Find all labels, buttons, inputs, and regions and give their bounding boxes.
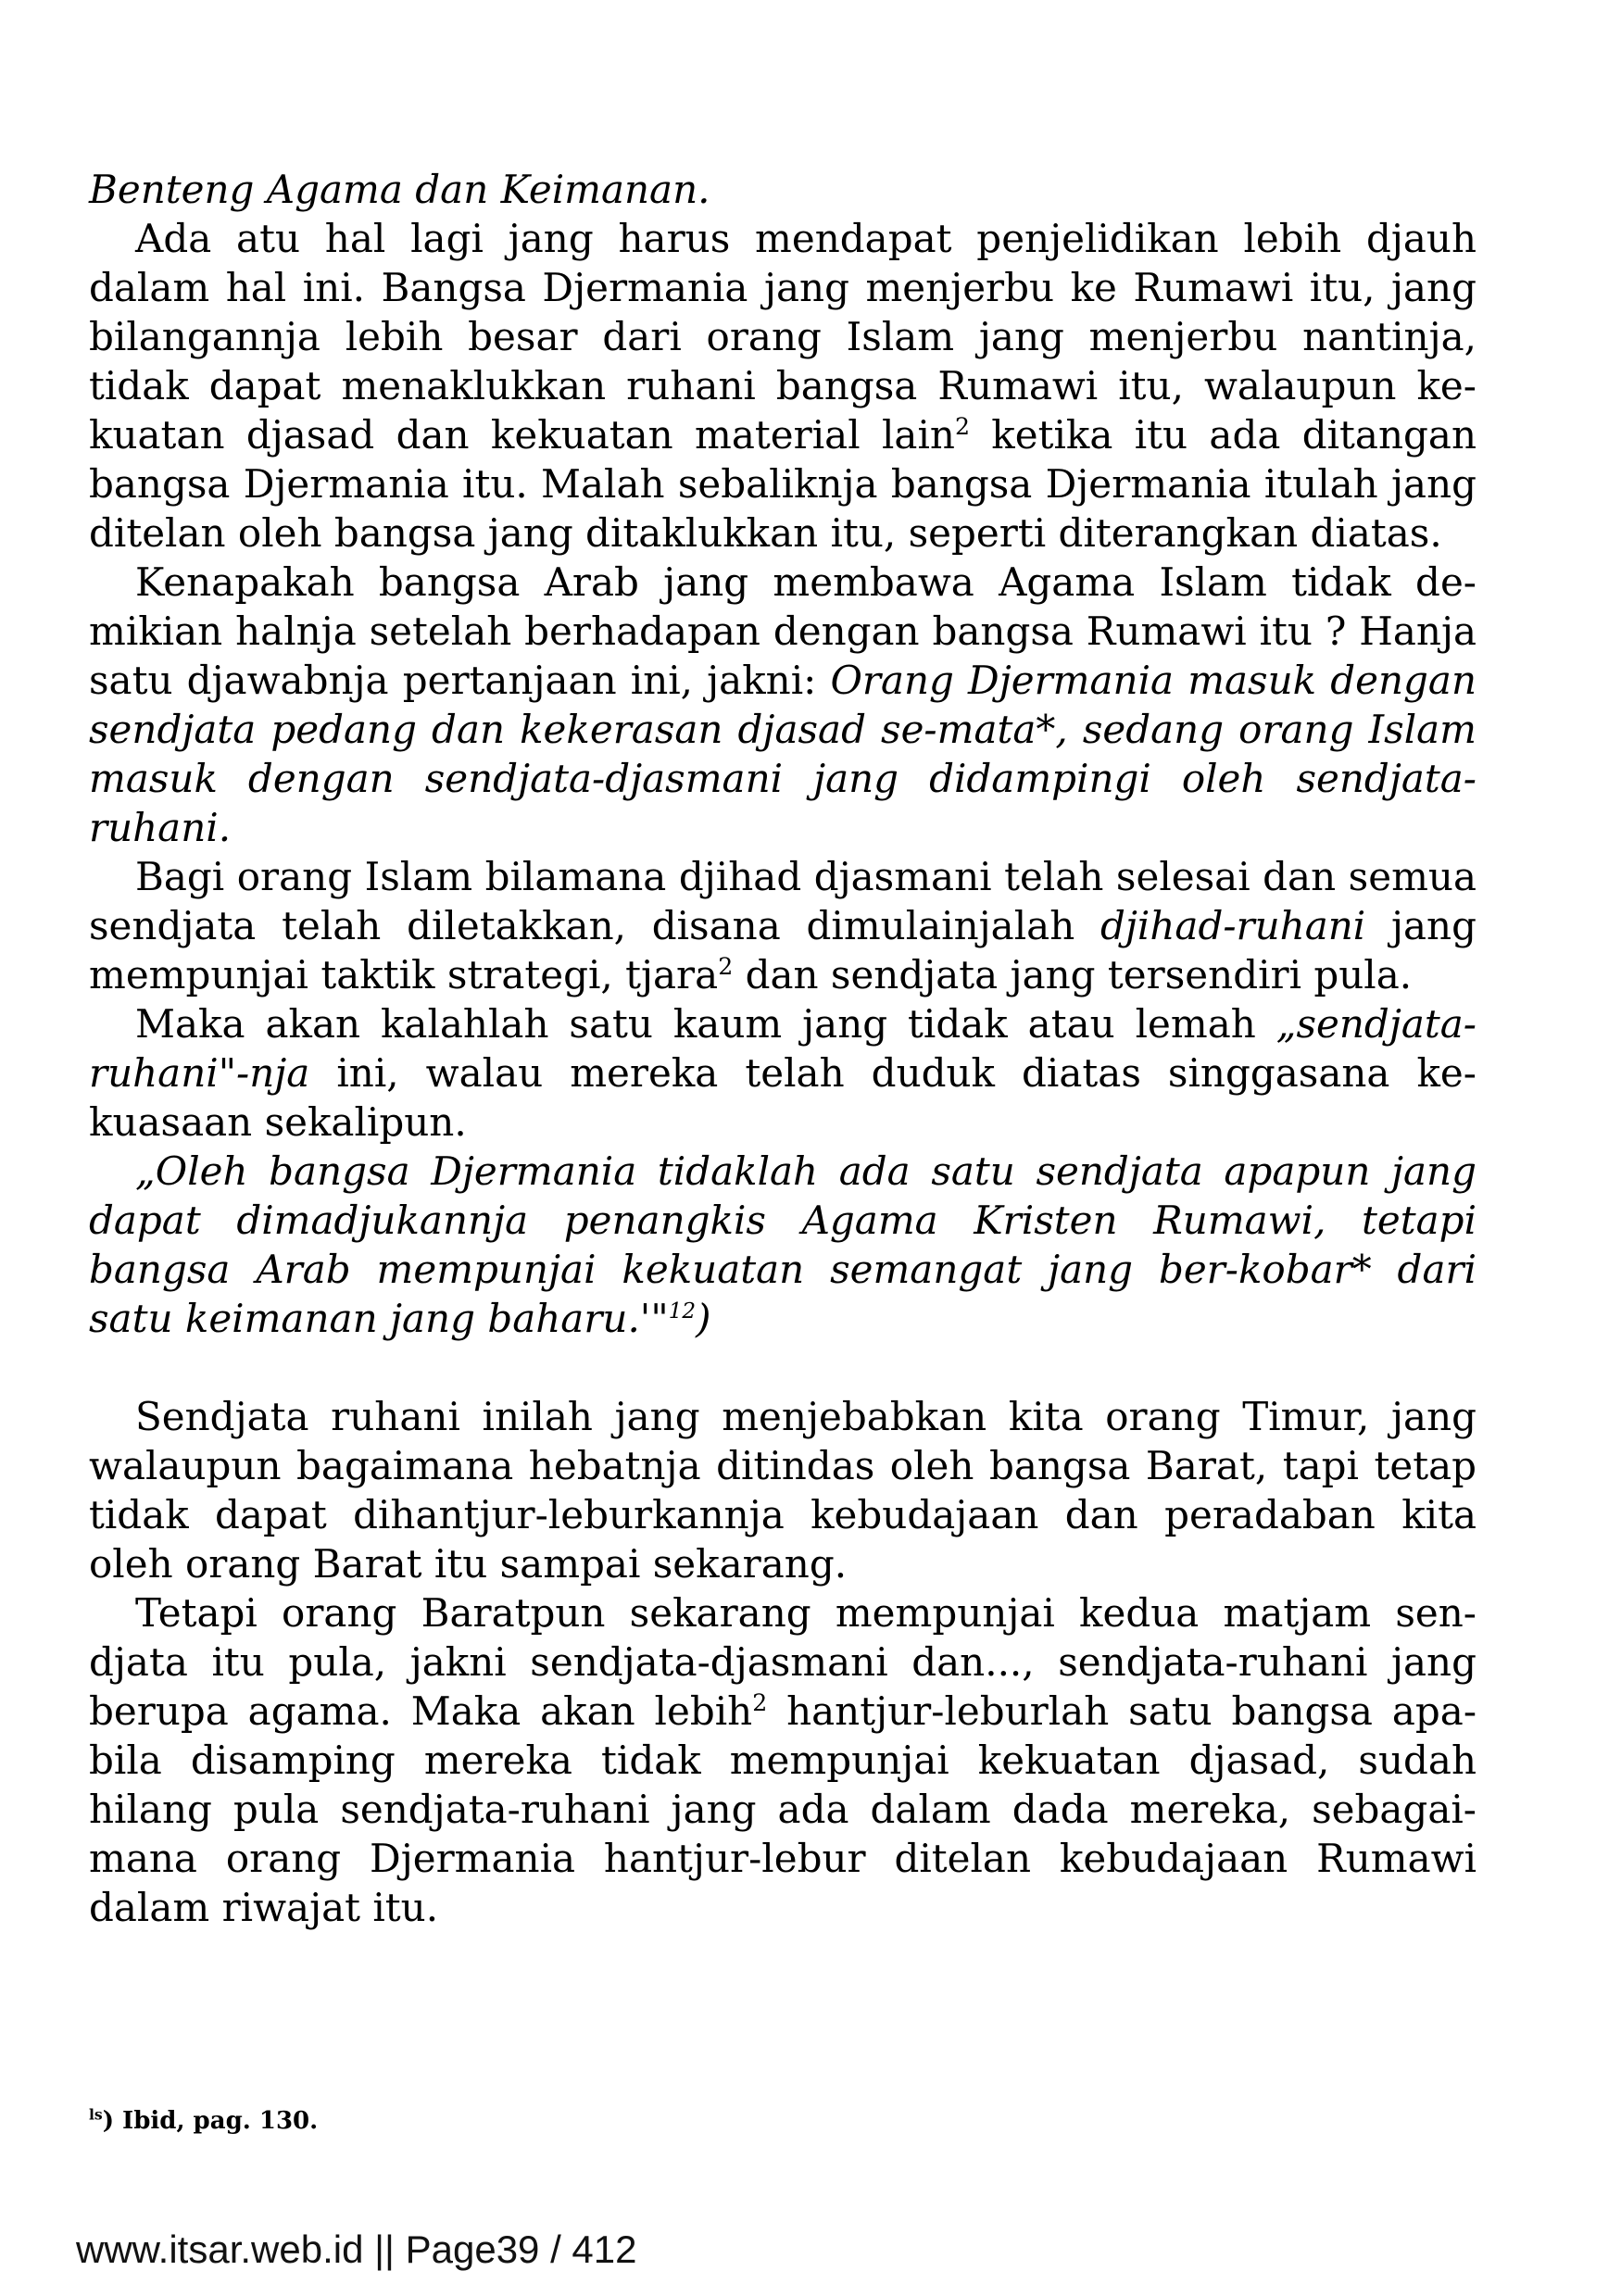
paragraph-6-text-end: hantjur-leburlah satu bangsa apabila disamping mereka tidak mempunjai kekuatan djasad, sudah hilang pula sendjata-ruhani jang ada dalam dada mereka, sebagaimana orang Djermania hantjur-lebur ditelan kebudajaan Rumawi dalam riwajat itu. <box>89 1688 1477 1930</box>
paragraph-1-sup: 2 <box>954 413 970 440</box>
paragraph-1-text: Ada atu hal lagi jang harus mendapat penjelidikan lebih djauh dalam hal ini. Bangsa Djermania jang menjerbu ke Rumawi itu, jang bilangannja lebih besar dari orang Islam jang menjerbu nantinja, tidak dapat menaklukkan ruhani bangsa Rumawi itu, walaupun kekuatan djasad dan kekuatan material lain <box>89 216 1476 458</box>
paragraph-3-text-end: dan sendjata jang tersendiri pula. <box>733 952 1413 997</box>
paragraph-4 <box>89 999 1476 1147</box>
paragraph-6 <box>89 1588 1476 1932</box>
paragraph-1-text-end: ketika itu ada ditangan bangsa Djermania itu. Malah sebaliknja bangsa Djermania itulah jang ditelan oleh bangsa jang ditaklukkan itu, seperti diterangkan diatas. <box>89 412 1476 556</box>
paragraph-4-italic: „sendjata-ruhani"-nja <box>89 1001 1476 1096</box>
paragraph-2-text: Kenapakah bangsa Arab jang membawa Agama Islam tidak demikian halnja setelah berhadapan dengan bangsa Rumawi itu ? Hanja satu djawabnja pertanjaan ini, jakni: <box>89 559 1476 703</box>
paragraph-6-sup: 2 <box>752 1689 768 1716</box>
paragraph-4-text: Maka akan kalahlah satu kaum jang tidak atau lemah <box>135 1001 1276 1047</box>
paragraph-1 <box>89 214 1476 558</box>
page-body <box>89 165 1476 1932</box>
block-quote-close: ) <box>696 1296 711 1341</box>
footnote <box>89 2107 318 2135</box>
section-heading: Benteng Agama dan Keimanan. <box>89 167 710 212</box>
paragraph-4-text-end: ini, walau mereka telah duduk diatas singgasana kekuasaan sekalipun. <box>89 1050 1476 1145</box>
footnote-text: ) Ibid, pag. 130. <box>102 2107 319 2135</box>
paragraph-3-text-mid: jang mempunjai taktik strategi, tjara <box>89 903 1476 997</box>
paragraph-6-text: Tetapi orang Baratpun sekarang mempunjai kedua matjam sendjata itu pula, jakni sendjata-djasmani dan..., sendjata-ruhani jang berupa agama. Maka akan lebih <box>89 1590 1476 1734</box>
paragraph-2-italic: Orang Djermania masuk dengan sendjata pedang dan kekerasan djasad se-mata*, sedang orang Islam masuk dengan sendjata-djasmani jang didampingi oleh sendjata-ruhani. <box>89 658 1476 850</box>
paragraph-5: Sendjata ruhani inilah jang menjebabkan kita orang Timur, jang walaupun bagaimana hebatnja ditindas oleh bangsa Barat, tapi tetap tidak dapat dihantjur-leburkannja kebudajaan dan peradaban kita oleh orang Barat itu sampai sekarang. <box>89 1394 1476 1587</box>
paragraph-2 <box>89 558 1476 852</box>
block-quote-text: „Oleh bangsa Djermania tidaklah ada satu sendjata apapun jang dapat dimadjukannja penangkis Agama Kristen Rumawi, tetapi bangsa Arab mempunjai kekuatan semangat jang ber-kobar* dari satu keimanan jang baharu.'" <box>89 1148 1476 1341</box>
footnote-mark: ls <box>89 2105 103 2124</box>
paragraph-3-sup: 2 <box>718 953 734 980</box>
block-quote <box>89 1147 1476 1343</box>
paragraph-3-text: Bagi orang Islam bilamana djihad djasmani telah selesai dan semua sendjata telah diletakkan, disana dimulainjalah <box>89 854 1476 948</box>
page-footer: www.itsar.web.id || Page39 / 412 <box>76 2227 637 2271</box>
block-quote-footnote-ref: 12 <box>668 1299 697 1324</box>
paragraph-3 <box>89 852 1476 999</box>
paragraph-3-italic: djihad-ruhani <box>1100 903 1366 948</box>
